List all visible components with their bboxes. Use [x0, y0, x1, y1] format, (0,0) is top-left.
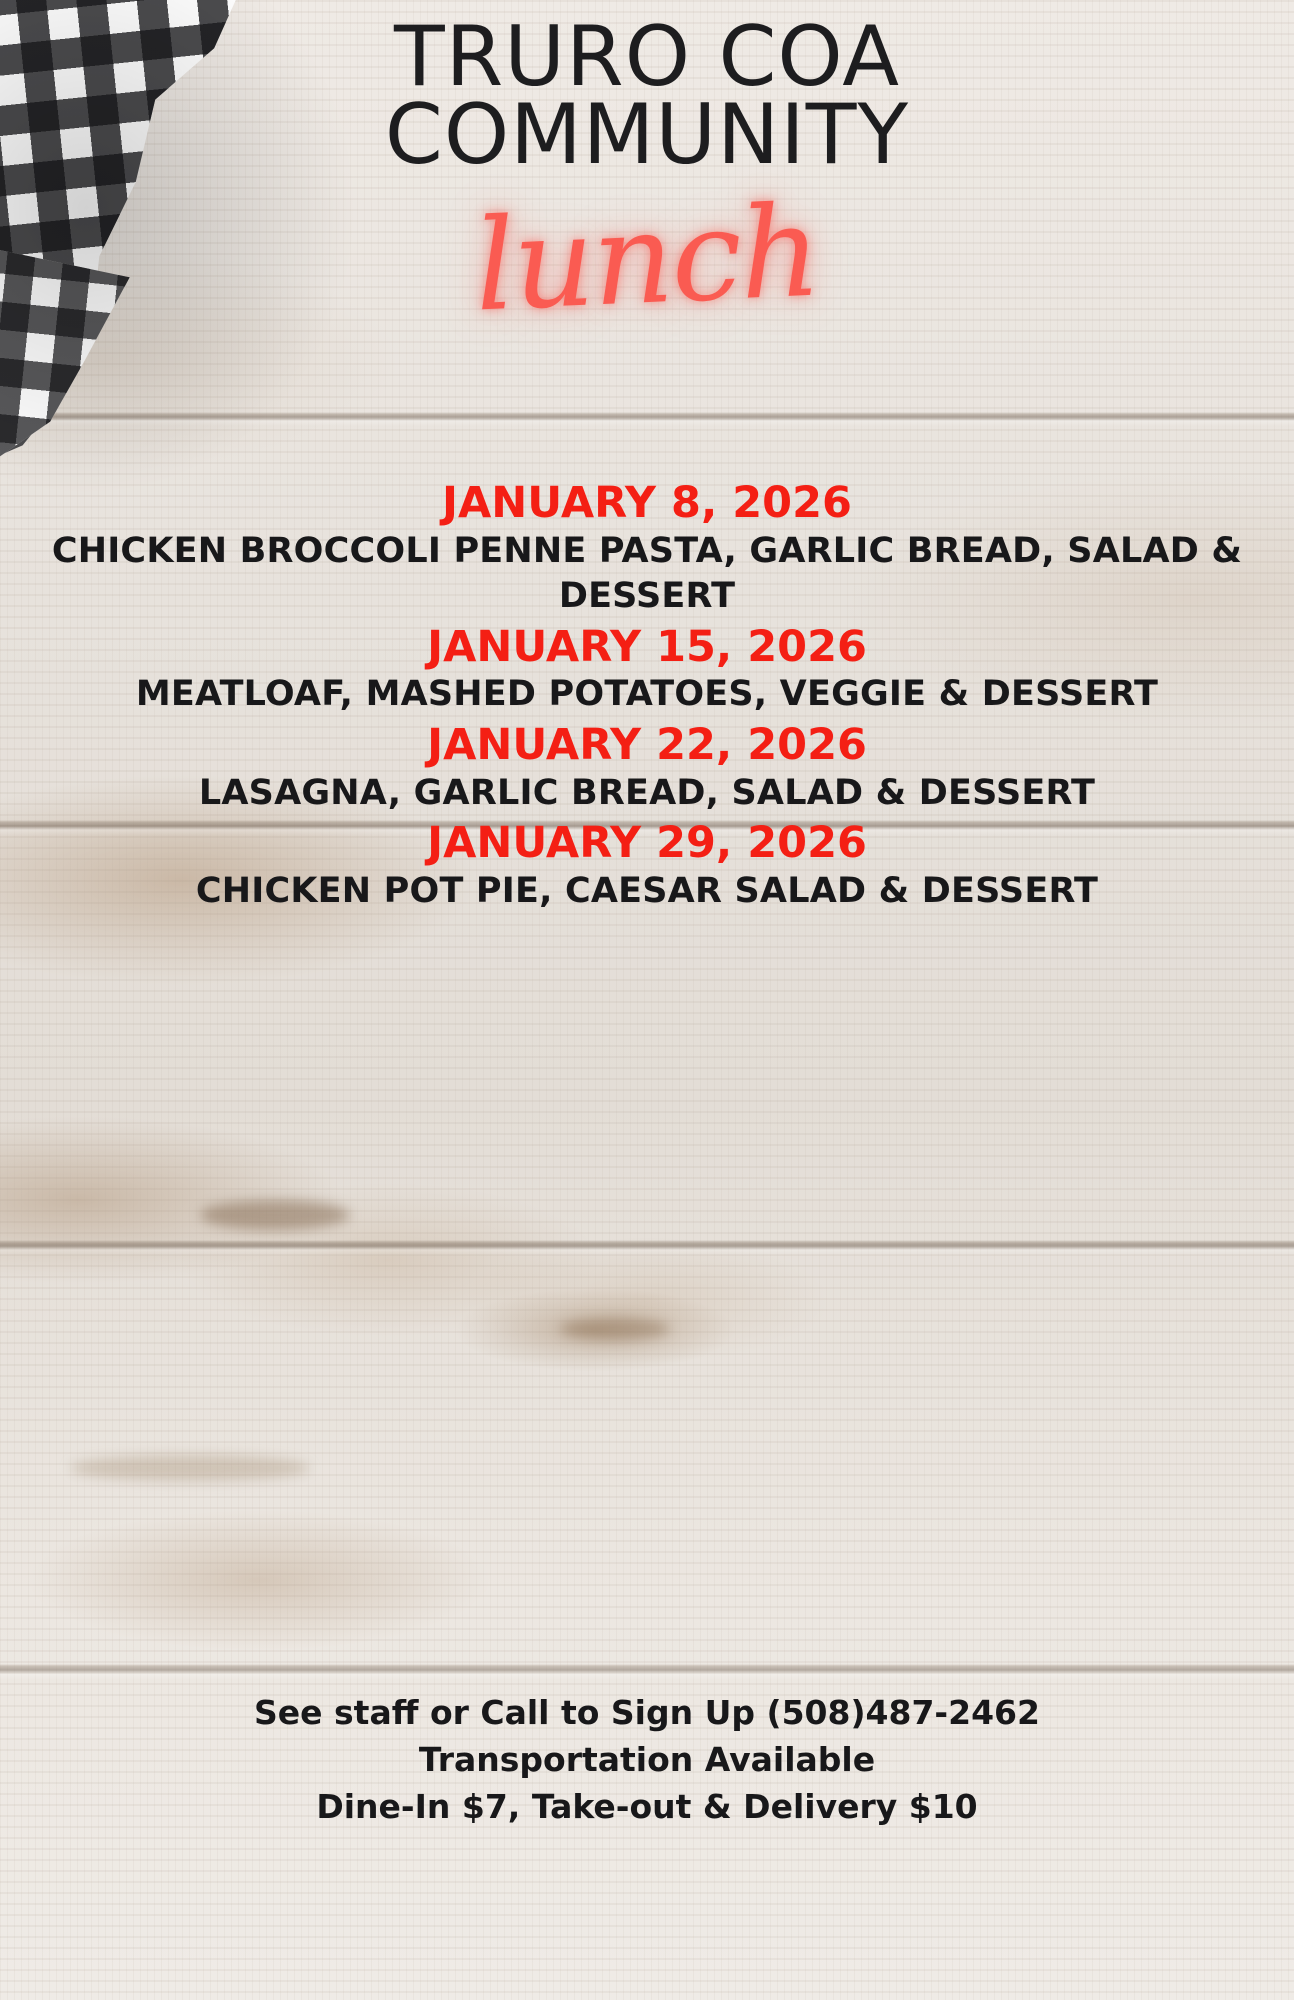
menu-description: CHICKEN BROCCOLI PENNE PASTA, GARLIC BREAD, SALAD & DESSERT	[51, 530, 1243, 617]
page-title-line-1: TRURO COA	[393, 8, 901, 105]
poster-header	[0, 8, 1294, 184]
menu-description: CHICKEN POT PIE, CAESAR SALAD & DESSERT	[195, 870, 1099, 911]
pricing-line: Dine-In $7, Take-out & Delivery $10	[316, 1786, 978, 1826]
menu-date: JANUARY 29, 2026	[427, 818, 867, 869]
menu-entry	[0, 818, 1294, 914]
menu-list	[0, 478, 1294, 916]
script-word-lunch: lunch	[471, 177, 823, 340]
menu-entry	[0, 622, 1294, 718]
page-title-line-2: COMMUNITY	[384, 86, 910, 184]
menu-description: MEATLOAF, MASHED POTATOES, VEGGIE & DESSERT	[135, 674, 1159, 715]
menu-entry	[0, 720, 1294, 816]
menu-date: JANUARY 15, 2026	[427, 621, 867, 672]
poster-footer	[0, 1690, 1294, 1831]
wood-grain-accent	[200, 1200, 350, 1230]
menu-description: LASAGNA, GARLIC BREAD, SALAD & DESSERT	[198, 772, 1096, 813]
wood-grain-accent	[70, 1455, 310, 1481]
wood-grain-accent	[560, 1318, 670, 1340]
menu-date: JANUARY 22, 2026	[427, 719, 867, 770]
signup-phone-line: See staff or Call to Sign Up (508)487-2462	[254, 1693, 1040, 1732]
menu-entry	[0, 478, 1294, 620]
transportation-line: Transportation Available	[418, 1739, 876, 1779]
menu-date: JANUARY 8, 2026	[442, 478, 852, 528]
